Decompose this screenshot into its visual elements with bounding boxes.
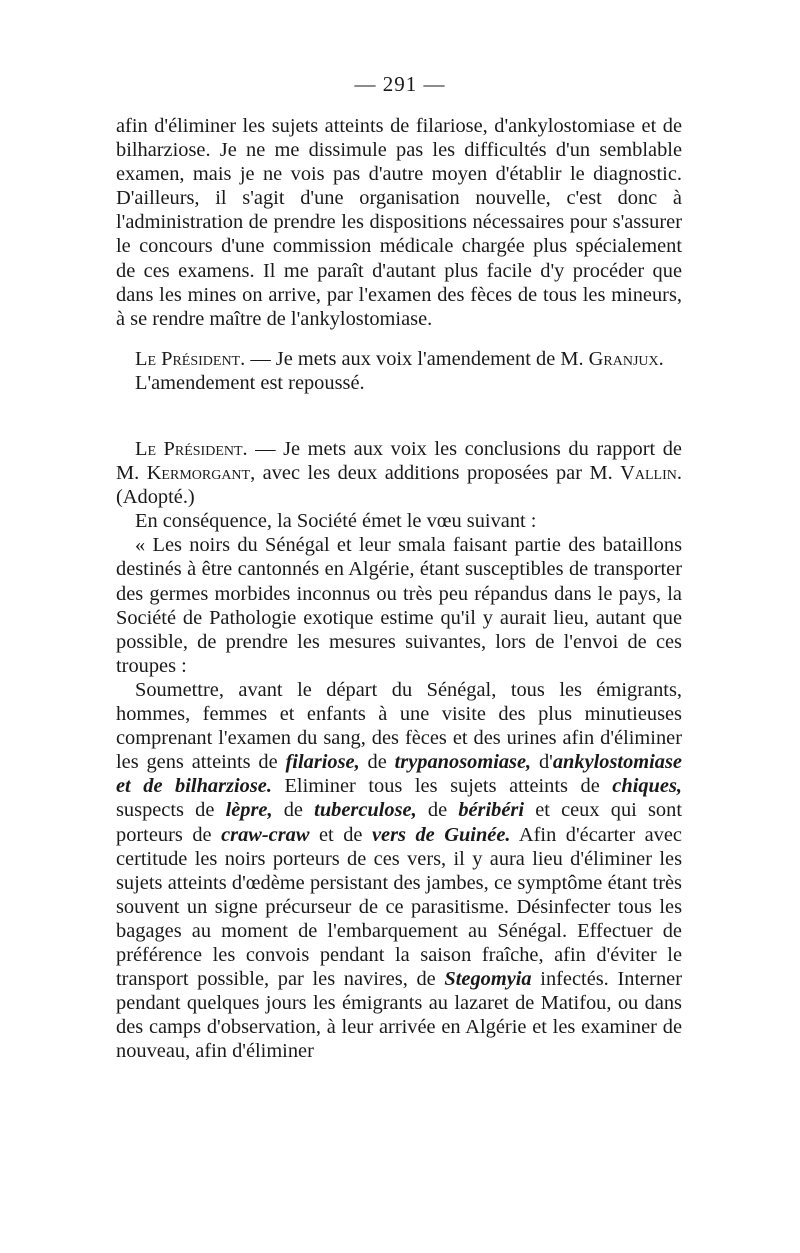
resolution-paragraph: « Les noirs du Sénégal et leur smala faisant partie des bataillons destinés à être cantonnés en Algérie, étant susceptibles de transporter des germes morbides inconnus ou très peu répandus dans le pays, la Société de Pathologie exotique estime qu'il y aurait lieu, autant que possible, de prendre les mesures suivantes, lors de l'envoi de ces troupes : (116, 534, 682, 677)
page-number: — 291 — (354, 72, 446, 96)
vote-amendment-paragraph: Le Président. — Je mets aux voix l'amendement de M. Granjux. (135, 348, 664, 370)
speaker-label: Le Président. (135, 438, 248, 460)
amendment-section (116, 347, 682, 395)
person-name: Vallin (620, 462, 677, 485)
rejection-paragraph: L'amendement est repoussé. (135, 372, 365, 395)
resolution-section (116, 437, 682, 1063)
consequence-paragraph: En conséquence, la Société émet le vœu suivant : (135, 510, 537, 533)
body-paragraph: afin d'éliminer les sujets atteints de filariose, d'ankylostomiase et de bilharziose. Je ne me dissimule pas les difficultés d'un semblable examen, mais je ne vois pas d'autre moyen d'établir le diagnostic. D'ailleurs, il s'agit d'une organisation nouvelle, c'est donc à l'administration de prendre les dispositions nécessaires pour s'assurer le concours d'une commission médicale chargée plus spécialement de ces examens. Il me paraît d'autant plus facile d'y procéder que dans les mines on arrive, par l'examen des fèces de tous les mineurs, à se rendre maître de l'ankylostomiase. (116, 115, 682, 330)
vote-conclusions-paragraph: Le Président. — Je mets aux voix les conclusions du rapport de M. Kermorgant, avec les deux additions proposées par M. Vallin. (Adopté.) (116, 438, 682, 509)
person-name: Granjux (588, 348, 659, 370)
paragraph-continuation (116, 114, 682, 331)
person-name: Kermorgant (146, 462, 251, 485)
measures-paragraph: Soumettre, avant le départ du Sénégal, tous les émigrants, hommes, femmes et enfants à une visite des plus minutieuses comprenant l'examen du sang, des fèces et des urines afin d'éliminer les gens atteints de filariose, de trypanosomiase, d'ankylostomiase et de bilharziose. Eliminer tous les sujets atteints de chiques, suspects de lèpre, de tuberculose, de béribéri et ceux qui sont porteurs de craw-craw et de vers de Guinée. Afin d'écarter avec certitude les noirs porteurs de ces vers, il y aura lieu d'éliminer les sujets atteints d'œdème persistant des jambes, ce symptôme étant très souvent un signe précurseur de ce parasitisme. Désinfecter tous les bagages au moment de l'embarquement au Sénégal. Effectuer de préférence les convois pendant la saison fraîche, afin d'éviter le transport possible, par les navires, de Stegomyia infectés. Interner pendant quelques jours les émigrants au lazaret de Matifou, ou dans des camps d'observation, à leur arrivée en Algérie et les examiner de nouveau, afin d'éliminer (116, 678, 682, 1063)
speaker-label: Le Président. (135, 348, 246, 370)
